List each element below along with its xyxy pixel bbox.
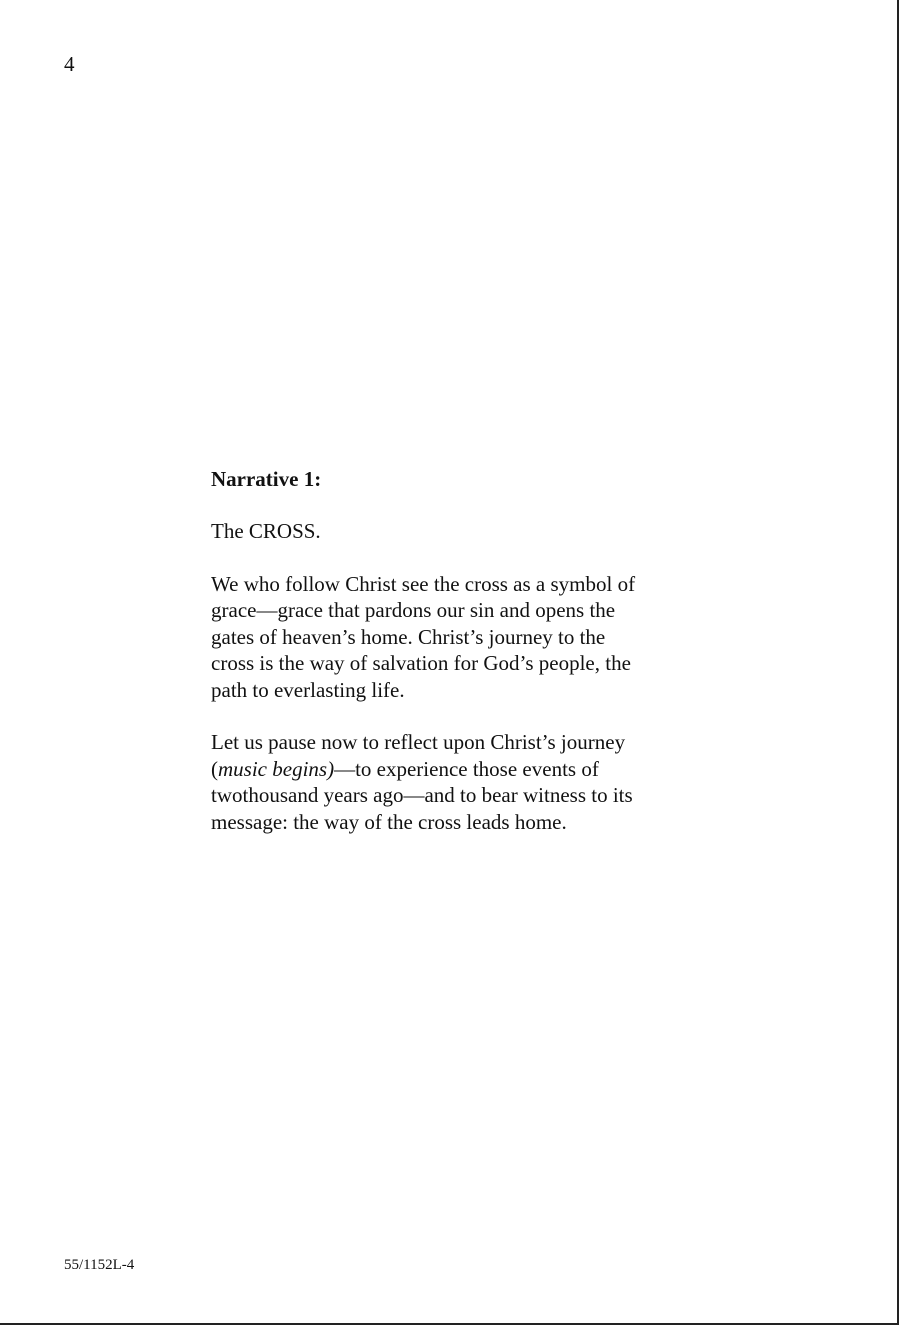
page-number: 4 bbox=[64, 52, 75, 76]
narrative-section bbox=[211, 466, 701, 861]
paragraph-2-line: message: the way of the cross leads home. bbox=[211, 809, 567, 834]
stage-direction: music begins) bbox=[218, 756, 335, 781]
paragraph-1-line: path to everlasting life. bbox=[211, 677, 405, 702]
paragraph-2-line: twothousand years ago—and to bear witness to its bbox=[211, 783, 633, 807]
paragraph-2-line bbox=[211, 756, 701, 783]
narrative-paragraph-2 bbox=[211, 729, 701, 835]
narrative-heading: Narrative 1: bbox=[211, 467, 322, 491]
narrative-paragraph-1 bbox=[211, 571, 701, 704]
paragraph-1-line: grace—grace that pardons our sin and opens the bbox=[211, 598, 616, 622]
footer-code: 55/1152L-4 bbox=[64, 1257, 135, 1273]
open-paren: ( bbox=[211, 756, 218, 781]
paragraph-1-line: cross is the way of salvation for God’s people, the bbox=[211, 651, 631, 675]
paragraph-2-line: Let us pause now to reflect upon Christ’s journey bbox=[211, 730, 626, 754]
paragraph-1-line: We who follow Christ see the cross as a symbol of bbox=[211, 571, 636, 596]
paragraph-2-line-rest: —to experience those events of bbox=[334, 756, 599, 781]
narrative-subtitle: The CROSS. bbox=[211, 519, 321, 543]
paragraph-1-line: gates of heaven’s home. Christ’s journey to the bbox=[211, 624, 606, 649]
